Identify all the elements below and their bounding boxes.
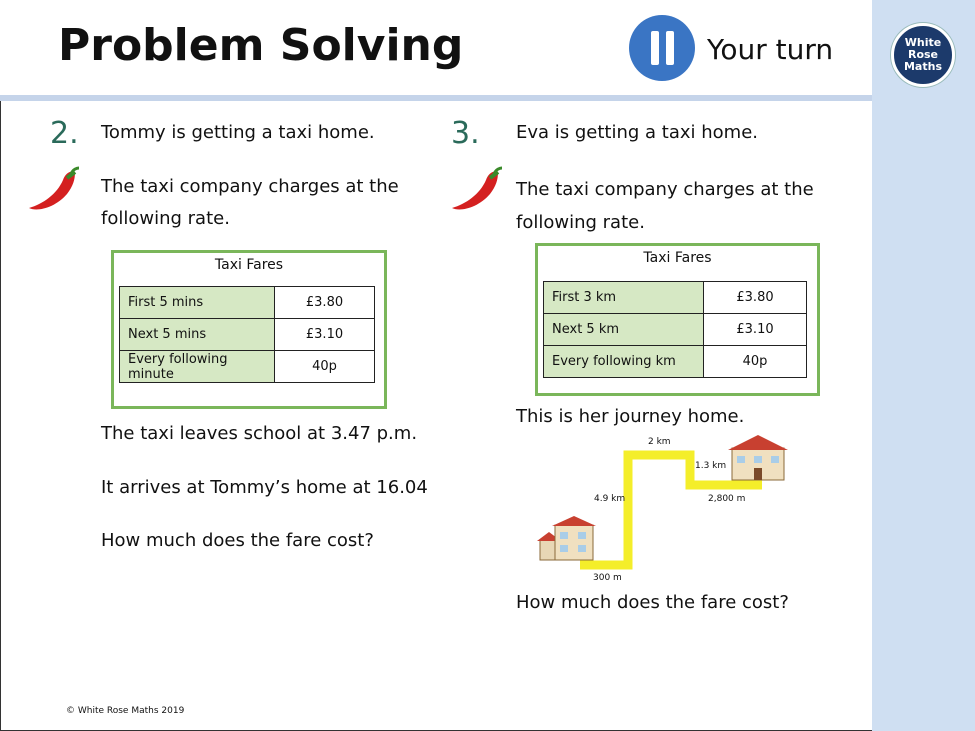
white-rose-maths-logo: White Rose Maths — [891, 23, 955, 87]
route-label: 300 m — [593, 573, 622, 583]
route-label: 2 km — [648, 437, 671, 447]
side-strip — [872, 0, 975, 731]
question-text: How much does the fare cost? — [101, 530, 374, 551]
table-row: First 3 km £3.80 — [544, 282, 807, 314]
rate-line-2: following rate. — [516, 212, 645, 233]
chilli-icon — [25, 166, 80, 214]
table-row: Every following km 40p — [544, 346, 807, 378]
arrival-line: It arrives at Tommy’s home at 16.04 — [101, 477, 428, 498]
journey-line: This is her journey home. — [516, 406, 745, 427]
your-turn-label: Your turn — [707, 33, 834, 66]
rate-line-2: following rate. — [101, 208, 230, 229]
question-intro: Tommy is getting a taxi home. — [101, 122, 375, 143]
departure-line: The taxi leaves school at 3.47 p.m. — [101, 423, 418, 444]
table-title: Taxi Fares — [643, 250, 712, 266]
table-row: Next 5 km £3.10 — [544, 314, 807, 346]
table-row: Next 5 mins £3.10 — [120, 319, 375, 351]
table-row: First 5 mins £3.80 — [120, 287, 375, 319]
header-divider — [0, 95, 872, 101]
question-number: 2. — [50, 116, 79, 151]
rate-line-1: The taxi company charges at the — [101, 176, 399, 197]
start-house-icon — [537, 516, 596, 560]
page-title: Problem Solving — [58, 20, 464, 71]
table-title: Taxi Fares — [214, 257, 284, 273]
fare-table — [543, 281, 807, 378]
question-number: 3. — [451, 116, 480, 151]
table-row: Every following minute 40p — [120, 351, 375, 383]
question-intro: Eva is getting a taxi home. — [516, 122, 759, 143]
route-label: 1.3 km — [695, 461, 727, 471]
fare-table — [119, 286, 375, 383]
route-label: 4.9 km — [594, 494, 626, 504]
question-text: How much does the fare cost? — [516, 592, 789, 613]
chilli-icon — [448, 166, 503, 214]
route-label: 2,800 m — [708, 494, 746, 504]
pause-icon — [629, 15, 695, 81]
destination-house-icon — [728, 435, 788, 480]
rate-line-1: The taxi company charges at the — [516, 179, 814, 200]
route-diagram — [530, 430, 800, 580]
copyright: © White Rose Maths 2019 — [66, 706, 185, 716]
